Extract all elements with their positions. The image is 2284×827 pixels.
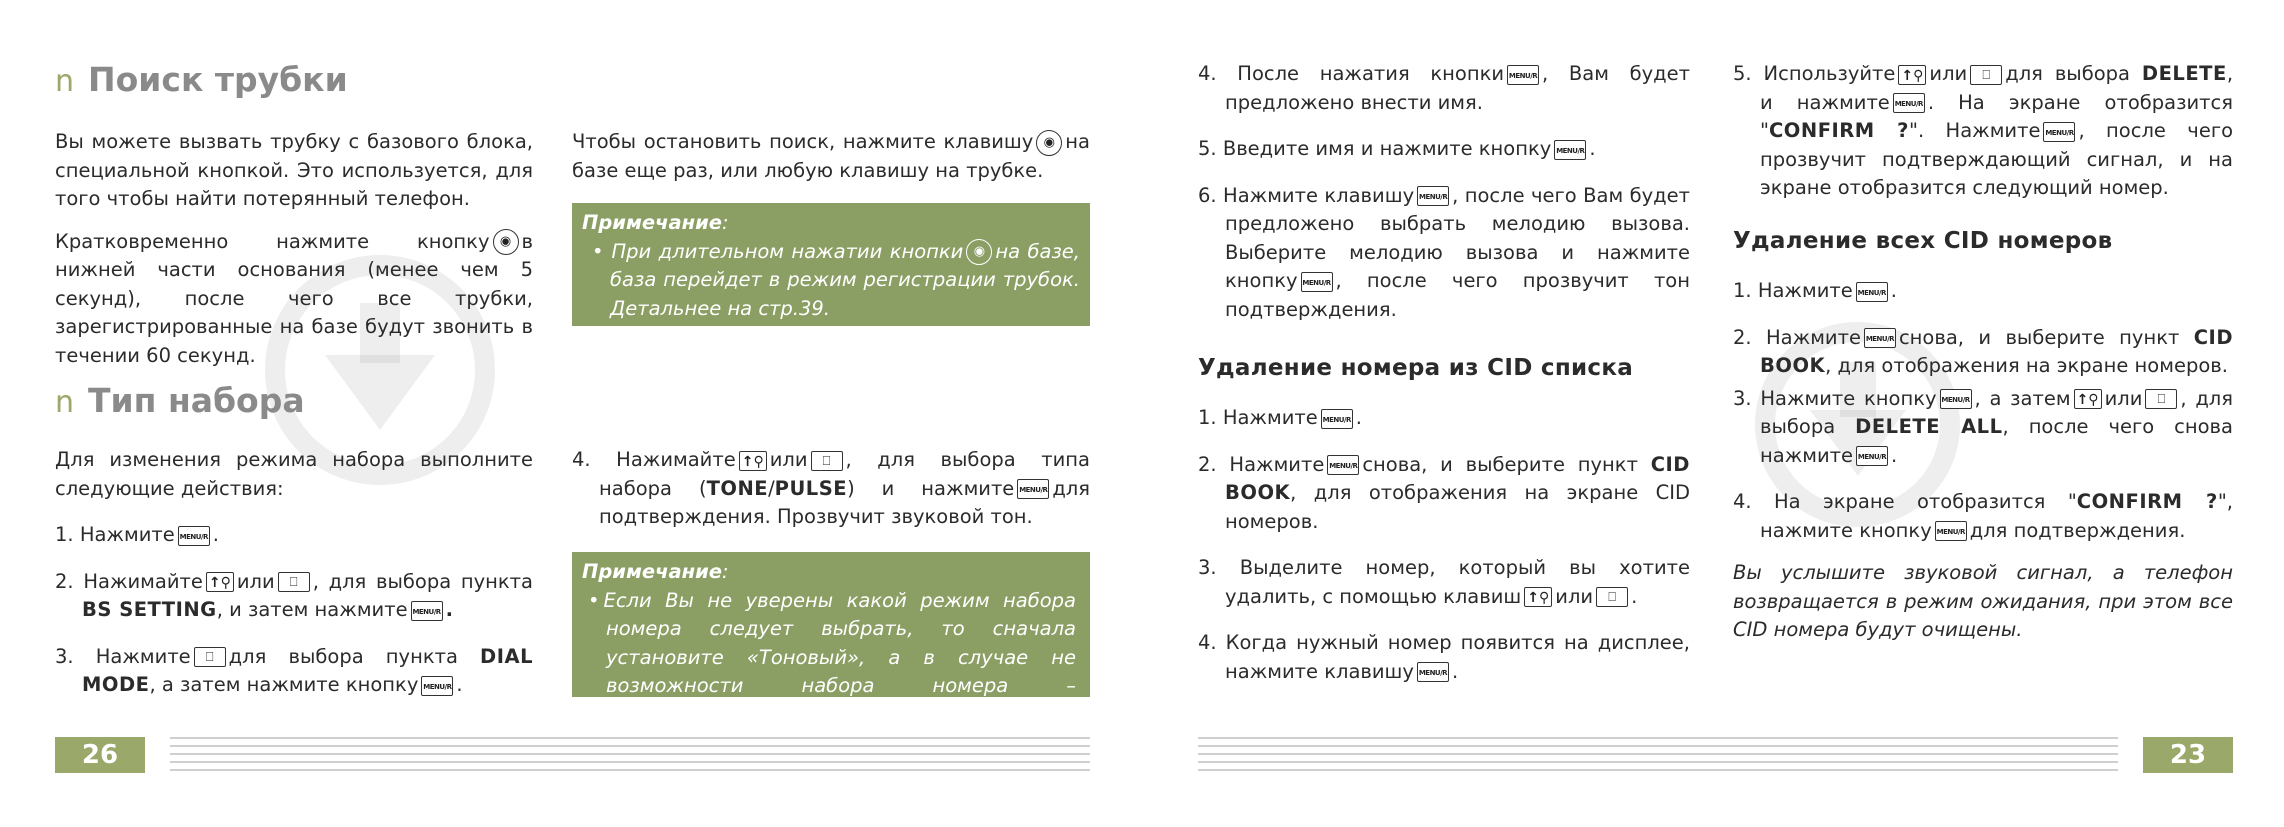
section-marker: n xyxy=(55,385,75,420)
page-key-icon: ◉ xyxy=(1036,130,1062,156)
footer-rule xyxy=(1198,745,2118,747)
list-item: 5. Используйте ↑⚲ или ⎕ для выбора DELETE, и нажмите MENU/R . На экране отобразится "CONFIRM ?". Нажмите MENU/R , после чего прозвучит подтверждающий сигнал, и на экране отобразится следующий номер. xyxy=(1733,62,2234,199)
note-item: • При длительном нажатии кнопки ◉ на базе, база перейдет в режим регистрации трубок. Детальнее на стр.39. xyxy=(592,239,1081,320)
menu-key-icon: MENU/R xyxy=(1017,479,1049,499)
page-key-icon: ◉ xyxy=(966,239,992,265)
list-item: 4. После нажатия кнопки MENU/R , Вам будет предложено внести имя. xyxy=(1198,62,1691,114)
subhead-delete-cid-entry: Удаление номера из CID списка xyxy=(1198,355,1634,381)
menu-key-icon: MENU/R xyxy=(1940,389,1972,409)
footer-rule xyxy=(1198,753,2118,755)
list-item: 2. Нажмите MENU/R снова, и выберите пункт CID BOOK, для отображения на экране CID номеров. xyxy=(1198,452,1690,533)
list-item: 3. Нажмите ⎕ для выбора пункта DIAL MODE, а затем нажмите кнопку MENU/R . xyxy=(55,644,534,696)
down-key-icon: ⎕ xyxy=(194,647,226,667)
footer-rule xyxy=(170,761,1090,763)
note-title: Примечание: xyxy=(582,211,729,234)
search-text-left xyxy=(55,128,533,370)
menu-key-icon: MENU/R xyxy=(1893,93,1925,113)
list-item: 1. Нажмите MENU/R . xyxy=(1733,279,1897,302)
section-title-text: Поиск трубки xyxy=(88,60,348,99)
note-item: • Если Вы не уверены какой режим набора номера следует выбрать, то сначала установите «Тоновый», а в случае не возможности набора номера – «Импульсный». xyxy=(588,588,1076,726)
section-title-dial-type xyxy=(55,381,305,420)
right-page-col2-delete-all-steps xyxy=(1733,277,2233,645)
up-key-icon: ↑⚲ xyxy=(206,572,234,592)
menu-key-icon: MENU/R xyxy=(1935,521,1967,541)
list-item: 2. Нажмите MENU/R снова, и выберите пункт CID BOOK, для отображения на экране номеров. xyxy=(1733,325,2234,377)
down-key-icon: ⎕ xyxy=(278,572,310,592)
dial-type-steps-left xyxy=(55,446,533,700)
section-title-handset-search xyxy=(55,60,348,99)
menu-key-icon: MENU/R xyxy=(2043,122,2075,142)
list-item: 4. Нажимайте ↑⚲ или ⎕ , для выбора типа набора (TONE/PULSE) и нажмите MENU/R для подтверждения. Прозвучит звуковой тон. xyxy=(572,448,1090,528)
page-number-left: 26 xyxy=(55,737,145,773)
up-key-icon: ↑⚲ xyxy=(739,451,767,471)
menu-key-icon: MENU/R xyxy=(1301,272,1333,292)
menu-key-icon: MENU/R xyxy=(1321,409,1353,429)
menu-key-icon: MENU/R xyxy=(1507,65,1539,85)
footer-rule xyxy=(170,753,1090,755)
list-item: 3. Нажмите кнопку MENU/R , а затем ↑⚲ или ⎕ , для выбора DELETE ALL, после чего снова нажмите MENU/R . xyxy=(1733,386,2234,467)
menu-key-icon: MENU/R xyxy=(178,526,210,546)
list-item: 4. Когда нужный номер появится на дисплее, нажмите клавишу MENU/R . xyxy=(1198,631,1690,683)
down-key-icon: ⎕ xyxy=(2145,389,2177,409)
up-key-icon: ↑⚲ xyxy=(1898,65,1926,85)
menu-key-icon: MENU/R xyxy=(1856,446,1888,466)
menu-key-icon: MENU/R xyxy=(411,601,443,621)
list-item: 2. Нажимайте ↑⚲ или ⎕ , для выбора пункта BS SETTING, и затем нажмите MENU/R . xyxy=(55,569,533,621)
menu-key-icon: MENU/R xyxy=(1327,455,1359,475)
section-marker: n xyxy=(55,64,75,99)
list-item: 4. На экране отобразится "CONFIRM ?", нажмите кнопку MENU/R для подтверждения. xyxy=(1733,490,2233,542)
down-key-icon: ⎕ xyxy=(1970,65,2002,85)
up-key-icon: ↑⚲ xyxy=(2074,389,2102,409)
subhead-delete-all-cid: Удаление всех CID номеров xyxy=(1733,228,2113,254)
list-item: 1. Нажмите MENU/R . xyxy=(55,523,219,546)
paragraph: Кратковременно нажмите кнопку ◉ в нижней части основания (менее чем 5 секунд), после чего все трубки, зарегистрированные на базе будут звонить в течении 60 секунд. xyxy=(55,229,533,367)
menu-key-icon: MENU/R xyxy=(1864,328,1896,348)
list-item: 6. Нажмите клавишу MENU/R , после чего Вам будет предложено выбрать мелодию вызова. Выберите мелодию вызова и нажмите кнопку MENU/R , после чего прозвучит тон подтверждения. xyxy=(1198,183,1691,321)
note-box-registration xyxy=(572,203,1090,326)
paragraph: Вы можете вызвать трубку с базового блока, специальной кнопкой. Это используется, для того чтобы найти потерянный телефон. xyxy=(55,130,533,210)
note-title: Примечание: xyxy=(582,560,729,583)
list-item: 5. Введите имя и нажмите кнопку MENU/R . xyxy=(1198,137,1596,160)
menu-key-icon: MENU/R xyxy=(1417,662,1449,682)
right-page-col2 xyxy=(1733,60,2233,203)
footer-rule xyxy=(1198,761,2118,763)
menu-key-icon: MENU/R xyxy=(1417,186,1449,206)
list-item: 1. Нажмите MENU/R . xyxy=(1198,406,1362,429)
menu-key-icon: MENU/R xyxy=(1554,140,1586,160)
dial-type-steps-right xyxy=(572,446,1090,532)
footer-rule xyxy=(1198,737,2118,739)
footer-rule xyxy=(170,769,1090,771)
down-key-icon: ⎕ xyxy=(1596,587,1628,607)
up-key-icon: ↑⚲ xyxy=(1524,587,1552,607)
right-page-col1 xyxy=(1198,60,1690,324)
down-key-icon: ⎕ xyxy=(811,451,843,471)
footer-rule xyxy=(170,745,1090,747)
menu-key-icon: MENU/R xyxy=(1856,282,1888,302)
footer-rule xyxy=(1198,769,2118,771)
paragraph: Для изменения режима набора выполните следующие действия: xyxy=(55,448,533,500)
search-text-right xyxy=(572,128,1090,185)
note-box-dial-mode xyxy=(572,552,1090,726)
page-key-icon: ◉ xyxy=(493,229,519,255)
footer-rule xyxy=(170,737,1090,739)
section-title-text: Тип набора xyxy=(88,381,305,420)
closing-note: Вы услышите звуковой сигнал, а телефон возвращается в режим ожидания, при этом все CID номера будут очищены. xyxy=(1733,561,2233,641)
menu-key-icon: MENU/R xyxy=(421,676,453,696)
list-item: 3. Выделите номер, который вы хотите удалить, с помощью клавиш ↑⚲ или ⎕ . xyxy=(1198,556,1691,608)
page-number-right: 23 xyxy=(2143,737,2233,773)
paragraph: Чтобы остановить поиск, нажмите клавишу ◉ на базе еще раз, или любую клавишу на трубке. xyxy=(572,130,1090,182)
right-page-col1-delete-steps xyxy=(1198,404,1690,686)
